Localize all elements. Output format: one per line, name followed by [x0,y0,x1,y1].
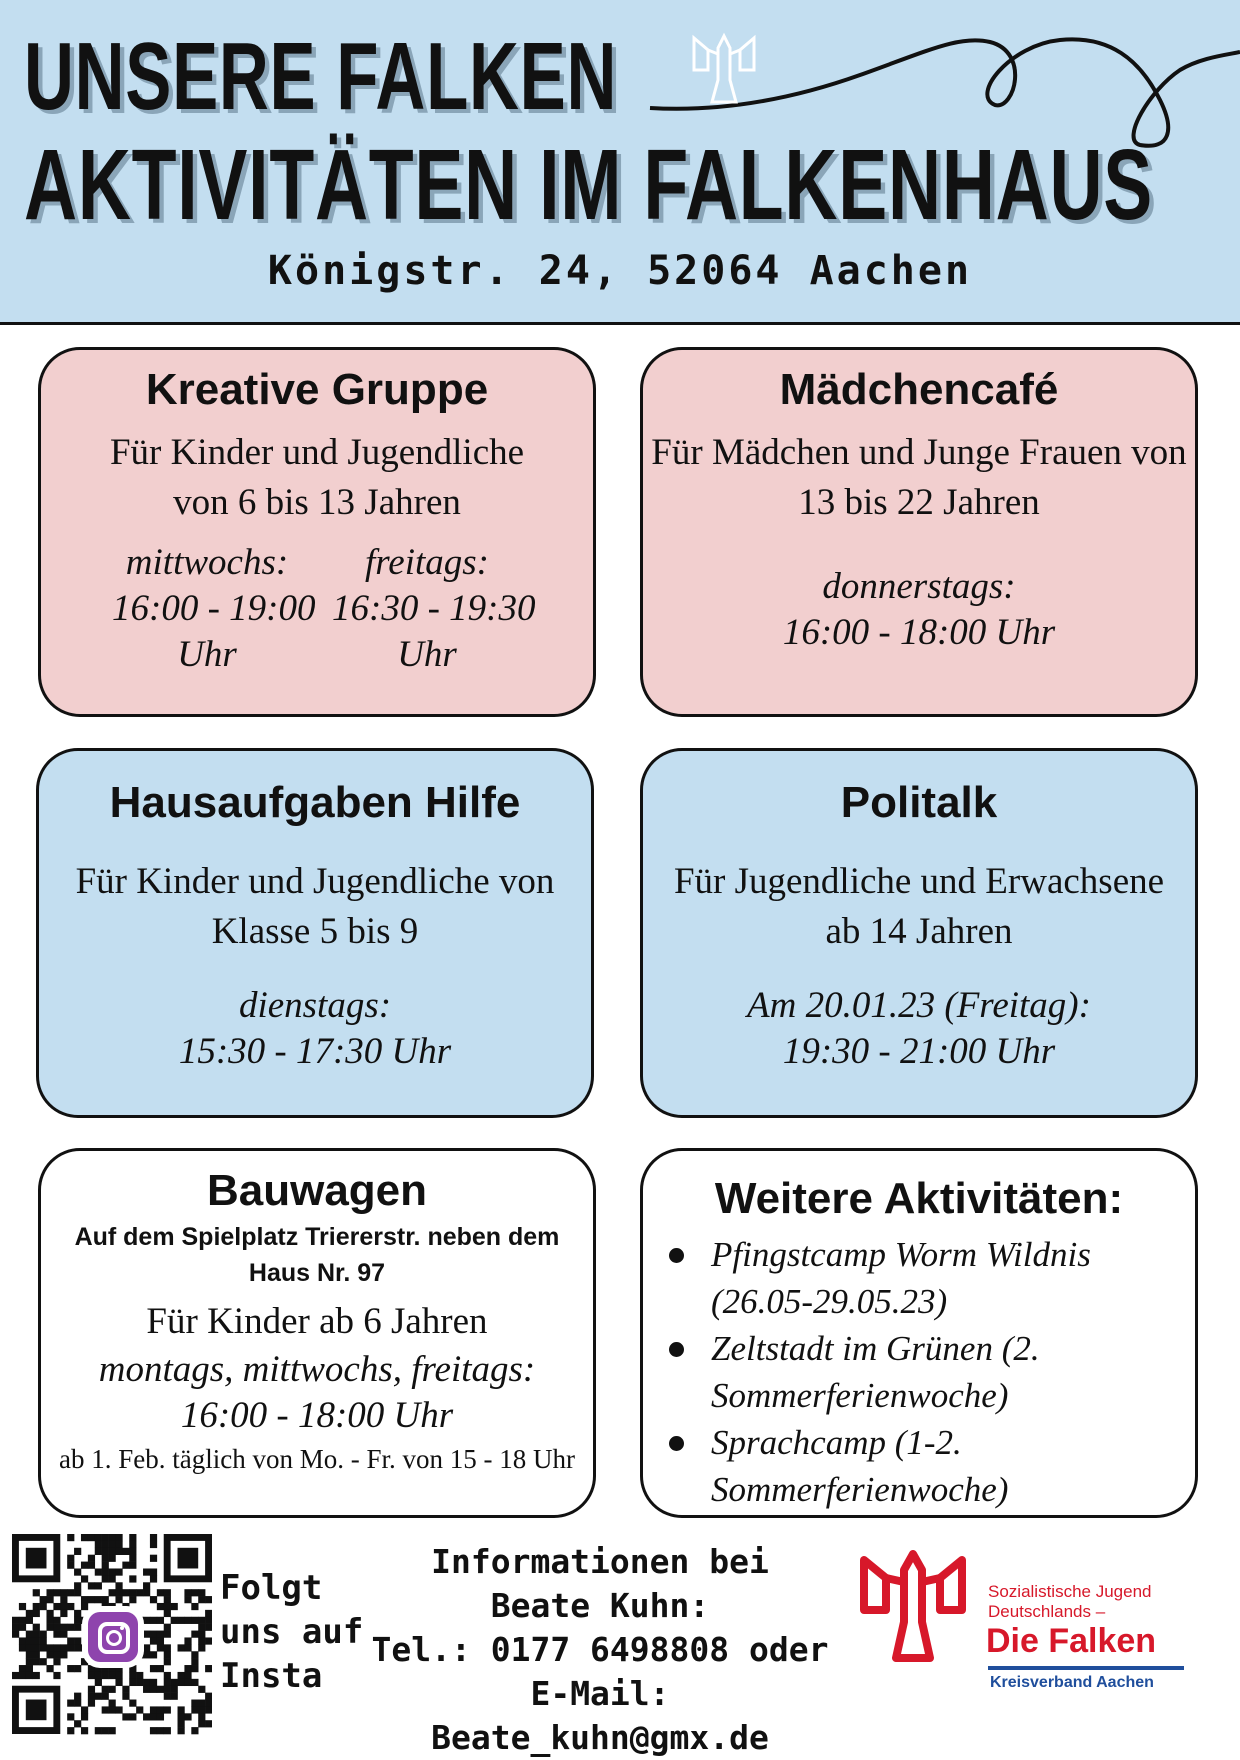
day-label: mittwochs: [125,542,289,584]
instagram-icon[interactable] [88,1612,138,1662]
insta-line: Insta [220,1656,323,1696]
day-label: donnerstags: [822,566,1016,608]
address: Königstr. 24, 52064 Aachen [267,248,973,294]
list-item: Zeltstadt im Grünen (2. Sommerferienwoche) [643,1325,1195,1419]
time-label: 19:30 - 21:00 Uhr [782,1031,1056,1073]
audience-line: 13 bis 22 Jahren [798,482,1040,524]
falcon-emblem-icon [688,30,760,108]
card-title: Bauwagen [206,1166,428,1215]
time-label: 16:00 - 18:00 Uhr [180,1395,454,1437]
day-label: dienstags: [238,985,392,1027]
location-line: Auf dem Spielplatz Triererstr. neben dem [74,1223,560,1252]
card-title: Kreative Gruppe [145,365,489,414]
audience-line: Für Kinder und Jugendliche von [75,861,555,903]
day-label: freitags: [364,542,489,584]
card-title: Hausaufgaben Hilfe [109,778,521,827]
contact-phone: Tel.: 0177 6498808 oder [371,1630,829,1669]
falken-logo-icon [858,1548,968,1668]
list-item: Pfingstcamp Worm Wildnis (26.05-29.05.23) [643,1231,1195,1325]
logo-org-line: Deutschlands – [988,1602,1106,1621]
time-label: 16:00 - 18:00 Uhr [782,612,1056,654]
day-label: montags, mittwochs, freitags: [98,1349,536,1391]
contact-email[interactable]: E-Mail: Beate_kuhn@gmx.de [431,1674,769,1757]
insta-line: Folgt [220,1568,323,1608]
unit-label: Uhr [397,634,457,676]
logo-chapter: Kreisverband Aachen [990,1674,1154,1691]
card-bauwagen [38,1148,596,1518]
card-hausaufgaben-hilfe [36,748,594,1118]
audience-line: Für Kinder ab 6 Jahren [146,1301,488,1343]
audience-line: ab 14 Jahren [825,911,1013,953]
card-title: Mädchencafé [779,365,1059,414]
contact-line: Beate Kuhn: [490,1586,710,1625]
card-politalk [640,748,1198,1118]
logo-brand-name: Die Falken [986,1622,1157,1660]
logo-divider [988,1666,1184,1670]
contact-info [370,1540,830,1760]
schedule-wednesday [112,540,316,678]
list-item: Sprachcamp (1-2. Sommerferienwoche) [643,1419,1195,1513]
audience-line: Für Jugendliche und Erwachsene [673,861,1165,903]
header-banner [0,0,1240,325]
title-line-2: AKTIVITÄTEN IM FALKENHAUS [24,129,1154,241]
insta-line: uns auf [220,1612,364,1652]
time-label: 16:30 - 19:30 [332,588,536,630]
audience-line: Für Kinder und Jugendliche [109,432,525,474]
note-text: ab 1. Feb. täglich von Mo. - Fr. von 15 - 18 Uhr [59,1444,575,1475]
contact-line: Informationen bei [431,1542,769,1581]
audience-line: Klasse 5 bis 9 [211,911,419,953]
day-label: Am 20.01.23 (Freitag): [747,985,1091,1027]
audience-line: von 6 bis 13 Jahren [173,482,461,524]
qr-code-icon[interactable] [12,1534,212,1740]
card-title: Politalk [840,778,998,827]
title-line-1: UNSERE FALKEN [24,23,618,130]
card-title: Weitere Aktivitäten: [714,1174,1124,1223]
card-weitere-aktivitaeten [640,1148,1198,1518]
unit-label: Uhr [177,634,237,676]
audience-line: Für Mädchen und Junge Frauen von [651,432,1187,474]
card-maedchencafe [640,347,1198,717]
card-kreative-gruppe [38,347,596,717]
time-label: 16:00 - 19:00 [112,588,316,630]
falken-logo [858,1548,1208,1708]
logo-org-line: Sozialistische Jugend [988,1582,1152,1601]
schedule-friday [332,540,536,678]
insta-callout [220,1566,363,1698]
time-label: 15:30 - 17:30 Uhr [178,1031,452,1073]
location-line: Haus Nr. 97 [248,1259,386,1288]
